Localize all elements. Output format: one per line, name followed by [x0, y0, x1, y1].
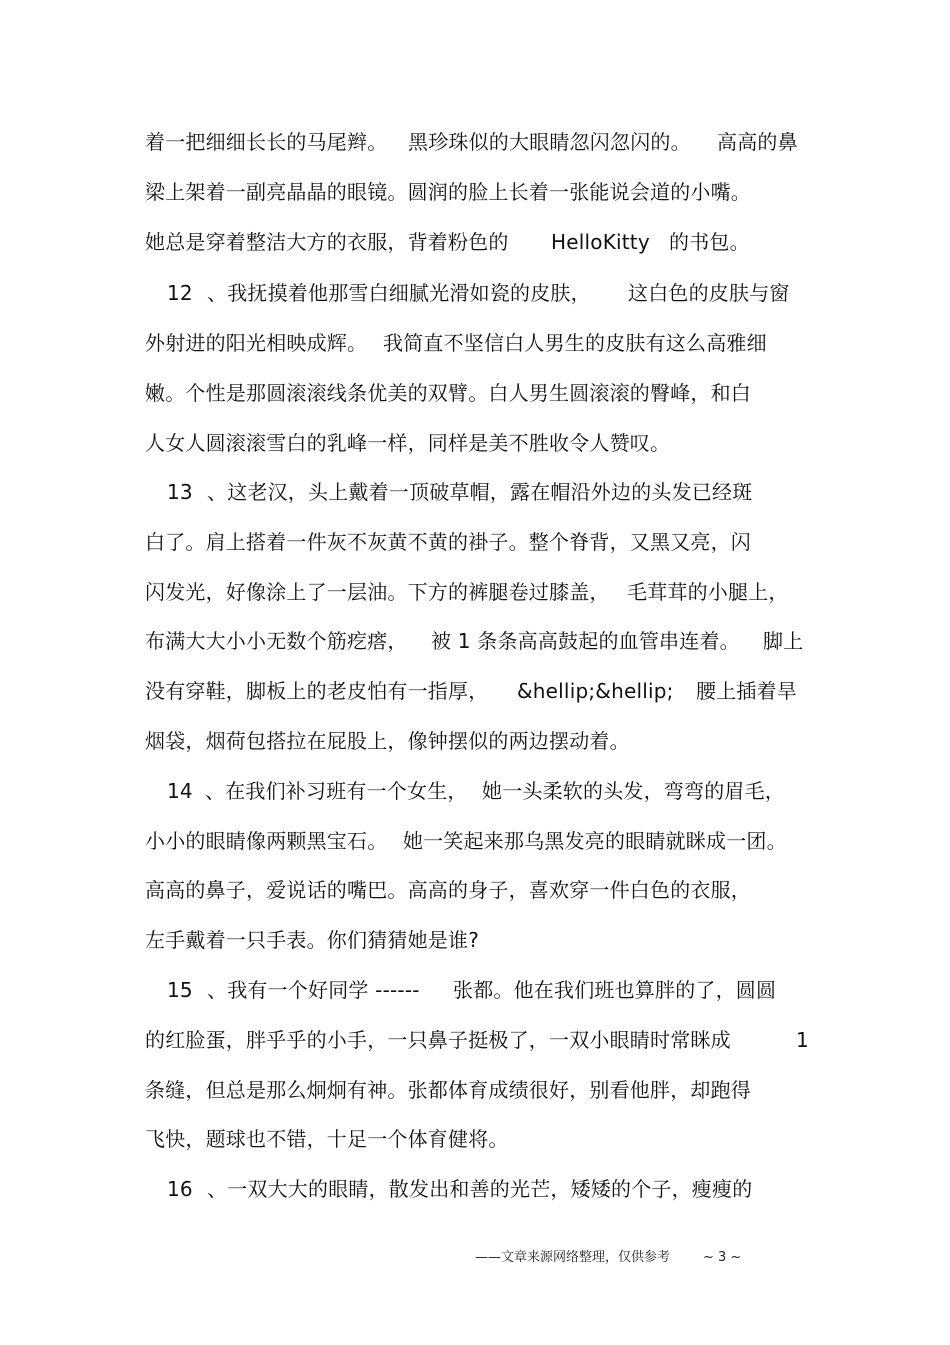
text-line: [145, 925, 480, 955]
text-line: [145, 1174, 753, 1204]
text-segment: 她一头柔软的头发，弯弯的眉毛，: [482, 779, 785, 803]
text-segment: 飞快，题球也不错，十足一个体育健将。: [145, 1127, 509, 1151]
paragraph-number: 15: [167, 978, 193, 1002]
text-segment: 黑珍珠似的大眼睛忽闪忽闪的。: [408, 130, 691, 154]
text-segment: 小小的眼睛像两颗黑宝石。: [145, 829, 388, 853]
text-segment: 、我抚摸着他那雪白细腻光滑如瓷的皮肤，: [207, 281, 591, 305]
text-line: [145, 227, 750, 257]
text-segment: HelloKitty: [551, 230, 650, 254]
text-segment: 高高的鼻子，爱说话的嘴巴。高高的身子，喜欢穿一件白色的衣服，: [145, 878, 751, 902]
text-segment: 白了。肩上搭着一件灰不灰黄不黄的褂子。整个脊背，又黑又亮，闪: [145, 530, 751, 554]
text-line: [145, 127, 798, 157]
page-number: ~ 3 ~: [703, 1250, 742, 1265]
text-line: [145, 428, 671, 458]
text-segment: 的红脸蛋，胖乎乎的小手，一只鼻子挺极了，一双小眼睛时常眯成: [145, 1028, 731, 1052]
text-line: [145, 726, 630, 756]
text-line: [145, 1075, 751, 1105]
text-line: [145, 875, 751, 905]
paragraph-number: 13: [167, 480, 193, 504]
text-line: [145, 1025, 809, 1055]
text-segment: 外射进的阳光相映成辉。: [145, 331, 368, 355]
text-segment: 着一把细细长长的马尾辫。: [145, 130, 388, 154]
text-segment: 人女人圆滚滚雪白的乳峰一样，同样是美不胜收令人赞叹。: [145, 431, 671, 455]
text-line: [145, 527, 751, 557]
text-segment: 高高的鼻: [717, 130, 798, 154]
text-segment: 我简直不坚信白人男生的皮肤有这么高雅细: [383, 331, 767, 355]
text-line: [145, 676, 797, 706]
text-line: [145, 477, 753, 507]
paragraph-number: 14: [167, 779, 193, 803]
text-segment: 嫩。个性是那圆滚滚线条优美的双臂。白人男生圆滚滚的臀峰，和白: [145, 381, 751, 405]
text-line: [145, 826, 787, 856]
text-line: [145, 626, 804, 656]
text-segment: 被 1 条条高高鼓起的血管串连着。: [431, 629, 740, 653]
text-segment: 左手戴着一只手表。你们猜猜她是谁?: [145, 928, 480, 952]
text-segment: 毛茸茸的小腿上，: [627, 580, 789, 604]
text-segment: 、在我们补习班有一个女生，: [205, 779, 468, 803]
paragraph-number: 12: [167, 281, 193, 305]
text-segment: 烟袋，烟荷包搭拉在屁股上，像钟摆似的两边摆动着。: [145, 729, 630, 753]
text-segment: &hellip;&hellip;: [517, 679, 674, 703]
text-segment: 1: [796, 1028, 809, 1052]
text-segment: 腰上插着旱: [696, 679, 797, 703]
text-segment: 、我有一个好同学 ------: [207, 978, 420, 1002]
text-line: [145, 577, 789, 607]
paragraph-number: 16: [167, 1177, 193, 1201]
text-line: [145, 776, 785, 806]
text-line: [145, 975, 777, 1005]
text-segment: 、一双大大的眼睛，散发出和善的光芒，矮矮的个子，瘦瘦的: [207, 1177, 753, 1201]
text-segment: 梁上架着一副亮晶晶的眼镜。圆润的脸上长着一张能说会道的小嘴。: [145, 180, 751, 204]
text-line: [145, 278, 790, 308]
text-segment: 脚上: [763, 629, 804, 653]
text-segment: 布满大大小小无数个筋疙瘩，: [145, 629, 408, 653]
footer-note: ——文章来源网络整理，仅供参考: [475, 1250, 671, 1265]
text-segment: 这白色的皮肤与窗: [628, 281, 790, 305]
text-segment: 她一笑起来那乌黑发亮的眼睛就眯成一团。: [403, 829, 787, 853]
text-segment: 、这老汉，头上戴着一顶破草帽，露在帽沿外边的头发已经斑: [207, 480, 753, 504]
text-line: [145, 378, 751, 408]
text-segment: 她总是穿着整洁大方的衣服，背着粉色的: [145, 230, 509, 254]
text-segment: 的书包。: [669, 230, 750, 254]
text-segment: 没有穿鞋，脚板上的老皮怕有一指厚，: [145, 679, 489, 703]
text-segment: 闪发光，好像涂上了一层油。下方的裤腿卷过膝盖，: [145, 580, 610, 604]
text-segment: 张都。他在我们班也算胖的了，圆圆: [453, 978, 777, 1002]
text-line: [145, 1124, 509, 1154]
text-line: [145, 328, 767, 358]
text-segment: 条缝，但总是那么炯炯有神。张都体育成绩很好，别看他胖，却跑得: [145, 1078, 751, 1102]
text-line: [145, 177, 751, 207]
